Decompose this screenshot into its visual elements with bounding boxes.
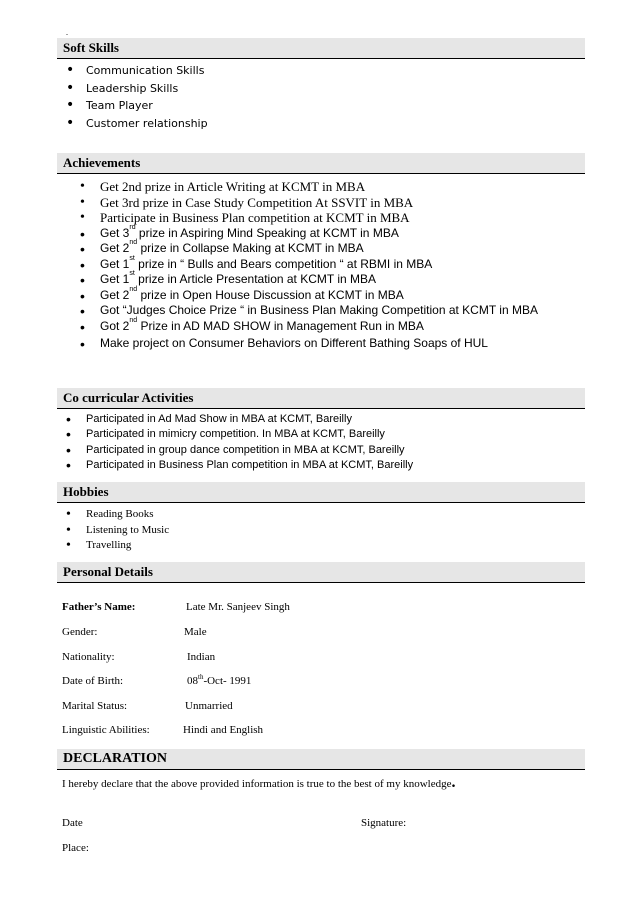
hobbies-header — [57, 482, 585, 503]
achievement-text: Get 3rd prize in Case Study Competition At SSVIT in MBA — [100, 194, 414, 210]
personal-details-header — [57, 562, 585, 583]
achievement-text: Prize in AD MAD SHOW in Management Run in MBA — [137, 318, 424, 333]
achievement-text: Get 2 — [100, 287, 130, 302]
list-item — [100, 316, 538, 335]
dob-label: Date of Birth: — [62, 675, 124, 687]
dob-day: 08 — [187, 675, 198, 687]
ordinal-suffix: th — [198, 673, 204, 681]
list-item — [100, 195, 538, 211]
achievement-text: Get 3 — [100, 225, 130, 240]
declaration-title: DECLARATION — [63, 751, 167, 766]
co-curricular-header — [57, 388, 585, 409]
date-label: Date — [62, 817, 83, 829]
personal-details-title: Personal Details — [63, 564, 153, 579]
achievement-text: prize in Collapse Making at KCMT in MBA — [137, 241, 364, 255]
nationality-label: Nationality: — [62, 651, 115, 663]
soft-skills-title: Soft Skills — [63, 40, 119, 55]
list-item — [100, 179, 538, 195]
achievement-text: Make project on Consumer Behaviors on Different Bathing Soaps of HUL — [100, 336, 488, 350]
ordinal-suffix: rd — [129, 223, 136, 231]
achievements-list — [100, 179, 538, 352]
soft-skills-list — [86, 62, 208, 132]
achievement-text: Got 2 — [100, 318, 130, 333]
list-item: • Participated in Ad Mad Show in MBA at KCMT, Bareilly — [86, 412, 413, 427]
ordinal-suffix: st — [129, 270, 135, 277]
dob-month-year: -Oct- 1991 — [203, 675, 252, 687]
list-item — [100, 285, 538, 304]
list-item — [100, 241, 538, 257]
linguistic-label: Linguistic Abilities: — [62, 724, 150, 736]
achievement-text: Get 2nd prize in Article Writing at KCMT in MBA — [100, 179, 366, 194]
signature-label: Signature: — [361, 817, 407, 829]
list-item: • Participated in mimicry competition. In MBA at KCMT, Bareilly — [86, 427, 413, 442]
list-item: • Communication Skills — [86, 62, 208, 80]
gender-value: Male — [184, 626, 207, 638]
list-item: • Reading Books — [86, 507, 169, 523]
list-item — [100, 254, 538, 273]
fathers-name-value: Late Mr. Sanjeev Singh — [186, 601, 290, 613]
list-item — [100, 223, 538, 242]
co-curricular-title: Co curricular Activities — [63, 390, 194, 405]
list-item: • Team Player — [86, 97, 208, 115]
list-item: • Travelling — [86, 538, 169, 554]
list-item: • Participated in Business Plan competition in MBA at KCMT, Bareilly — [86, 458, 413, 473]
co-curricular-list — [86, 412, 413, 473]
nationality-value: Indian — [187, 651, 216, 663]
declaration-text: I hereby declare that the above provided information is true to the best of my knowledge. — [62, 774, 456, 791]
declaration-header — [57, 749, 585, 770]
achievement-text: prize in “ Bulls and Bears competition “ at RBMI in MBA — [134, 256, 433, 271]
place-label: Place: — [62, 842, 89, 854]
hobbies-title: Hobbies — [63, 484, 109, 499]
ordinal-suffix: st — [129, 254, 135, 262]
list-item: • Customer relationship — [86, 115, 208, 133]
list-item — [100, 303, 538, 319]
hobbies-list — [86, 507, 169, 554]
declaration-sentence: I hereby declare that the above provided information is true to the best of my knowledge — [62, 778, 452, 790]
achievements-title: Achievements — [63, 155, 141, 170]
list-item: • Leadership Skills — [86, 80, 208, 98]
list-item: • Listening to Music — [86, 523, 169, 539]
marital-status-value: Unmarried — [185, 700, 233, 712]
list-item: • Participated in group dance competition in MBA at KCMT, Bareilly — [86, 443, 413, 458]
marital-status-label: Marital Status: — [62, 700, 128, 712]
achievement-text: Get 1 — [100, 256, 130, 271]
list-item — [100, 210, 538, 226]
linguistic-value: Hindi and English — [183, 724, 264, 736]
achievement-text: prize in Article Presentation at KCMT in MBA — [134, 272, 377, 286]
stray-mark: . — [66, 28, 68, 37]
ordinal-suffix: nd — [129, 285, 138, 293]
achievement-text: Got “Judges Choice Prize “ in Business Plan Making Competition at KCMT in MBA — [100, 303, 538, 317]
achievements-header — [57, 153, 585, 174]
list-item — [100, 272, 538, 288]
soft-skills-header — [57, 38, 585, 59]
achievement-text: prize in Aspiring Mind Speaking at KCMT in MBA — [135, 225, 399, 240]
gender-label: Gender: — [62, 626, 98, 638]
list-item — [100, 336, 538, 352]
fathers-name-label: Father’s Name: — [62, 601, 136, 613]
ordinal-suffix: nd — [129, 316, 138, 324]
achievement-text: Get 1 — [100, 272, 130, 286]
dob-value — [187, 675, 251, 687]
achievement-text: Participate in Business Plan competition at KCMT in MBA — [100, 210, 410, 225]
achievement-text: Get 2 — [100, 241, 130, 255]
achievement-text: prize in Open House Discussion at KCMT in MBA — [137, 287, 404, 302]
ordinal-suffix: nd — [129, 239, 138, 246]
